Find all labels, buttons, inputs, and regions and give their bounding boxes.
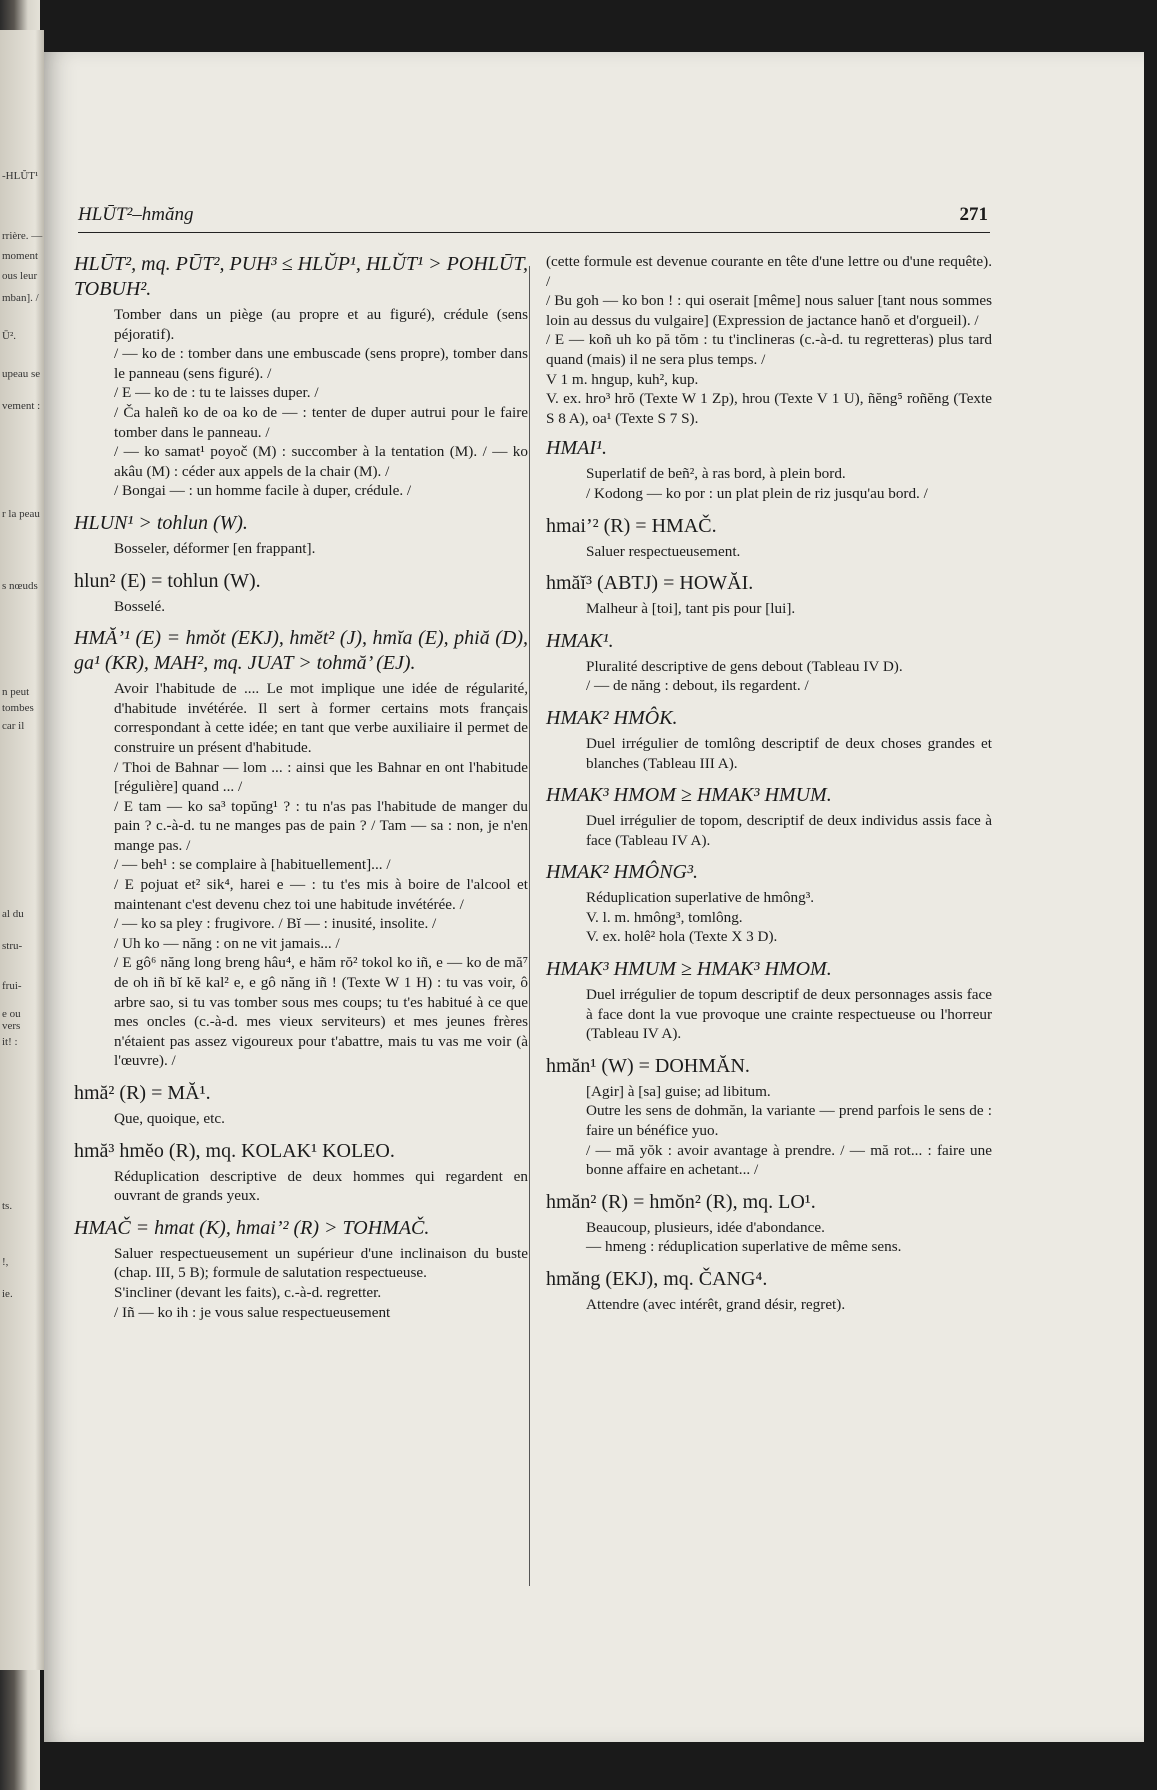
dictionary-entry (546, 436, 992, 503)
dictionary-entry (74, 252, 528, 501)
definition-line: / E — ko de : tu te laisses duper. / (114, 384, 319, 402)
definition-line: / Thoi de Bahnar — lom ... : ainsi que les Bahnar en ont l'habitude [régulière] quand ... / (114, 758, 528, 796)
running-head (78, 204, 990, 233)
dictionary-entry (546, 957, 992, 1044)
definition-line: Réduplication superlative de hmông³. (586, 889, 815, 907)
definition-line: / E gô⁶ năng long breng hâu⁴, e hăm rŏ² tokol ko iñ, e — ko de mă⁷ de oh iñ bĭ kĕ kal² e, e gô năng iñ ! (Texte W 1 H) : tu vas voir, ô arbre sao, si tu vas tomber sous mes coups; tu t'es habitué à ce que mes oncles (c.-à-d. mes vieux serviteurs) et mes jeunes frères n'étaient pas assez vigoureux pour t'abattre, mais tu vas me voir (à l'œuvre). / (114, 954, 528, 1070)
previous-page-fragment: n peut (2, 686, 30, 698)
dictionary-entry (546, 571, 992, 619)
previous-page-edge (0, 30, 44, 1670)
previous-page-fragment: upeau se (2, 368, 41, 380)
continuation-line: / E — koñ uh ko pă tŏm : tu t'inclineras (c.-à-d. tu regretteras) plus tard quand (mais) il ne sera plus temps. / (546, 331, 992, 368)
page-number: 271 (959, 204, 988, 225)
previous-page-fragment: moment (2, 250, 39, 262)
previous-page-fragment: car il (2, 720, 25, 732)
entry-headword: HLŪT², mq. PŪT², PUH³ ≤ HLŬP¹, HLŬT¹ > POHLŪT, TOBUH². (74, 253, 528, 300)
entry-headword: hmăn¹ (W) = DOHMĂN. (546, 1054, 750, 1077)
previous-page-fragment: vers (2, 1020, 21, 1032)
left-column (74, 252, 528, 1332)
dictionary-entry (546, 629, 992, 696)
definition-line: Réduplication descriptive de deux hommes qui regardent en ouvrant de grands yeux. (114, 1167, 528, 1205)
entry-headword: HLUN¹ > tohlun (W). (74, 511, 248, 534)
previous-page-fragment: rrière. — (2, 230, 43, 242)
dictionary-entry (546, 860, 992, 947)
entry-definition (546, 464, 992, 503)
previous-page-fragment: ous leur (2, 270, 38, 282)
entry-headword: HMAČ = hmat (K), hmai’² (R) > TOHMAČ. (74, 1216, 430, 1239)
definition-line: / E pojuat et² sik⁴, harei e — : tu t'es mis à boire de l'alcool et maintenant c'est devenu chez toi une habitude invétérée. / (114, 876, 528, 913)
definition-line: Saluer respectueusement un supérieur d'une inclinaison du buste (chap. III, 5 B); formule de salutation respectueuse. (114, 1244, 528, 1282)
dictionary-entry (546, 514, 992, 562)
dictionary-entry (74, 1139, 528, 1206)
entry-definition (74, 1244, 528, 1322)
entry-headword: HMAK² HMÔK. (546, 706, 678, 729)
entry-definition (546, 811, 992, 850)
entry-headword: HMAK¹. (546, 629, 614, 652)
previous-page-fragment: mban]. / (2, 292, 39, 304)
previous-page-fragment: ts. (2, 1200, 13, 1212)
dictionary-entry (546, 1054, 992, 1180)
definition-line: Beaucoup, plusieurs, idée d'abondance. (586, 1218, 825, 1236)
continuation-line: V. ex. hro³ hrŏ (Texte W 1 Zp), hrou (Texte V 1 U), ñĕng⁵ roñĕng (Texte S 8 A), oa¹ (Texte S 7 S). (546, 390, 992, 427)
entry-headword: hmăn² (R) = hmŏn² (R), mq. LO¹. (546, 1190, 816, 1213)
definition-line: Superlatif de beñ², à ras bord, à plein bord. (586, 465, 846, 483)
entry-headword: hlun² (E) = tohlun (W). (74, 569, 261, 592)
dictionary-entry (546, 783, 992, 850)
previous-page-fragment: vement : (2, 400, 41, 412)
dictionary-entry (546, 706, 992, 773)
entry-headword: hmă³ hmĕo (R), mq. KOLAK¹ KOLEO. (74, 1139, 395, 1162)
right-column (546, 252, 992, 1325)
entry-headword: HMAK³ HMUM ≥ HMAK³ HMOM. (546, 958, 832, 981)
definition-line: Duel irrégulier de tomlông descriptif de deux choses grandes et blanches (Tableau III A). (586, 734, 992, 772)
entry-definition (546, 1218, 992, 1257)
definition-line: / E tam — ko sa³ topŭng¹ ? : tu n'as pas l'habitude de manger du pain ? c.-à-d. tu ne manges pas de pain ? / Tam — sa : non, je n'en mange pas. / (114, 797, 528, 854)
definition-line: — hmeng : réduplication superlative de même sens. (586, 1238, 902, 1256)
entry-headword: hmăng (EKJ), mq. ČANG⁴. (546, 1268, 768, 1290)
entry-definition (74, 305, 528, 501)
entry-definition (74, 1109, 528, 1129)
definition-line: Malheur à [toi], tant pis pour [lui]. (586, 600, 796, 618)
definition-line: V. ex. holê² hola (Texte X 3 D). (586, 928, 778, 946)
definition-line: / — beh¹ : se complaire à [habituellement]... / (114, 856, 391, 874)
entry-headword: HMAK² HMÔNG³. (546, 861, 698, 884)
definition-line: / — ko sa pley : frugivore. / Bĭ — : inusité, insolite. / (114, 915, 437, 933)
entry-headword: HMĂ’¹ (E) = hmǒt (EKJ), hmĕt² (J), hmĭa (E), phiă (D), ga¹ (KR), MAH², mq. JUAT > tohmă’ (EJ). (74, 627, 528, 675)
entry-definition (74, 597, 528, 617)
definition-line: Que, quoique, etc. (114, 1110, 225, 1127)
definition-line: Tomber dans un piège (au propre et au figuré), crédule (sens péjoratif). (114, 306, 528, 343)
definition-line: Pluralité descriptive de gens debout (Tableau IV D). (586, 657, 903, 675)
definition-line: Saluer respectueusement. (586, 542, 741, 560)
definition-line: / — mă yŏk : avoir avantage à prendre. / — mă rot... : faire une bonne affaire en achetant... / (586, 1141, 992, 1179)
entry-definition (546, 734, 992, 773)
definition-line: / Ča haleñ ko de oa ko de — : tenter de duper autrui pour le faire tomber dans le panneau. / (114, 403, 528, 441)
continuation (546, 252, 992, 428)
entry-definition (546, 542, 992, 562)
previous-page-fragment: Ū². (2, 330, 16, 342)
previous-page-fragment: ie. (2, 1288, 13, 1300)
dictionary-entry (74, 626, 528, 1071)
definition-line: / Kodong — ko por : un plat plein de riz jusqu'au bord. / (586, 484, 928, 502)
definition-line: Attendre (avec intérêt, grand désir, regret). (586, 1296, 846, 1313)
definition-line: Bosselé. (114, 597, 166, 615)
previous-page-fragment: r la peau (2, 508, 40, 520)
previous-page-fragment: al du (2, 908, 24, 920)
definition-line: Duel irrégulier de topom, descriptif de deux individus assis face à face (Tableau IV A). (586, 812, 992, 849)
entry-definition (546, 985, 992, 1044)
dictionary-entry (74, 511, 528, 559)
entry-headword: hmai’² (R) = HMAČ. (546, 514, 717, 537)
dictionary-entry (74, 1216, 528, 1322)
definition-line: / — de năng : debout, ils regardent. / (586, 677, 809, 695)
column-divider (529, 266, 530, 1586)
entry-headword: hmă² (R) = MĂ¹. (74, 1082, 211, 1104)
dictionary-entry (546, 1190, 992, 1257)
previous-page-fragment: -HLŬT¹ (2, 170, 39, 182)
entry-headword: hmăĭ³ (ABTJ) = HOWĂI. (546, 572, 754, 595)
previous-page-fragment: !, (2, 1256, 9, 1268)
entry-headword: HMAK³ HMOM ≥ HMAK³ HMUM. (546, 784, 832, 807)
dictionary-entry (74, 1081, 528, 1129)
entry-definition (546, 888, 992, 947)
entry-definition (546, 657, 992, 696)
entry-definition (74, 539, 528, 559)
definition-line: [Agir] à [sa] guise; ad libitum. (586, 1082, 771, 1100)
entry-definition (546, 1082, 992, 1180)
definition-line: Bosseler, déformer [en frappant]. (114, 539, 316, 557)
previous-page-fragment: frui- (2, 980, 22, 992)
entry-definition (546, 599, 992, 619)
running-head-title: HLŪT²–hmăng (78, 204, 194, 225)
continuation-line: (cette formule est devenue courante en tête d'une lettre ou d'une requête). / (546, 253, 992, 290)
page (44, 52, 1144, 1742)
continuation-line: V 1 m. hngup, kuh², kup. (546, 370, 699, 388)
previous-page-fragment: tombes (2, 702, 34, 714)
definition-line: / Bongai — : un homme facile à duper, crédule. / (114, 482, 412, 500)
dictionary-entry (546, 1267, 992, 1315)
definition-line: / — ko samat¹ poyoč (M) : succomber à la tentation (M). / — ko akâu (M) : céder aux appels de la chair (M). / (114, 443, 528, 480)
definition-line: / Iñ — ko ih : je vous salue respectueusement (114, 1303, 391, 1321)
entry-definition (74, 679, 528, 1071)
definition-line: Avoir l'habitude de .... Le mot implique une idée de régularité, d'habitude invétérée. Il sert à former certains mots français correspondant à cette idée; en tant que verbe auxiliaire il permet de construire un présent d'habitude. (114, 680, 528, 756)
entry-definition (74, 1167, 528, 1206)
definition-line: Outre les sens de dohmăn, la variante — prend parfois le sens de : faire un bénéfice yuo. (586, 1102, 992, 1140)
previous-page-fragment: it! : (2, 1036, 18, 1048)
definition-line: / Uh ko — năng : on ne vit jamais... / (114, 934, 340, 952)
definition-line: / — ko de : tomber dans une embuscade (sens propre), tomber dans le panneau (sens figuré). / (114, 345, 528, 382)
entry-definition (546, 1295, 992, 1315)
previous-page-fragment: stru- (2, 940, 23, 952)
previous-page-fragment: s nœuds (2, 580, 38, 592)
dictionary-entry (74, 569, 528, 617)
previous-page-fragment: e ou (2, 1008, 21, 1020)
definition-line: Duel irrégulier de topum descriptif de deux personnages assis face à face dont la vue provoque une crainte respectueuse ou l'horreur (Tableau IV A). (586, 986, 992, 1043)
definition-line: S'incliner (devant les faits), c.-à-d. regretter. (114, 1283, 382, 1301)
definition-line: V. l. m. hmông³, tomlông. (586, 908, 743, 926)
continuation-line: / Bu goh — ko bon ! : qui oserait [même] nous saluer [tant nous sommes loin au dessus du vulgaire] (Expression de jactance hanŏ et d'orgueil). / (546, 292, 992, 329)
entry-headword: HMAI¹. (546, 437, 607, 460)
